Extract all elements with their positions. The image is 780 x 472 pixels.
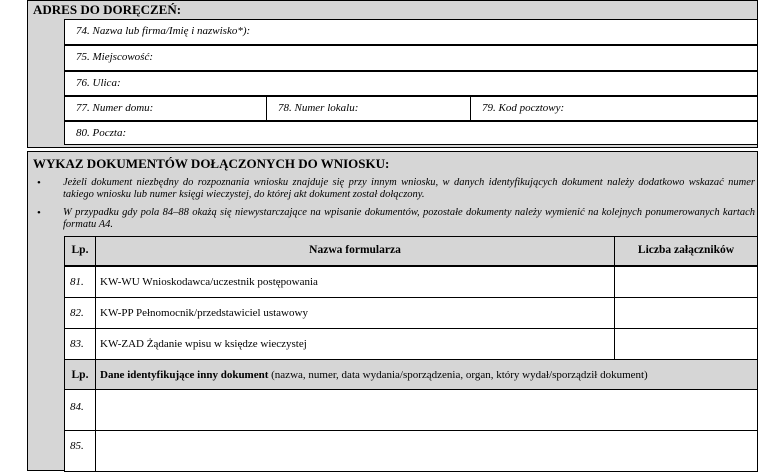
street-field-label: 76. Ulica:	[76, 77, 121, 89]
bullet-dot: •	[37, 207, 41, 219]
row-attachments-input[interactable]	[614, 297, 758, 329]
other-document-input[interactable]	[95, 430, 758, 472]
row-form-name-text: KW-ZAD Żądanie wpisu w księdze wieczystej	[100, 338, 307, 350]
other-header-bold: Dane identyfikujące inny dokument	[100, 369, 269, 381]
address-section-title: ADRES DO DORĘCZEŃ:	[33, 2, 182, 17]
post-office-field[interactable]	[64, 121, 758, 145]
bullet-1	[33, 177, 755, 201]
other-header-rest: (nazwa, numer, data wydania/sporządzenia, organ, który wydał/sporządził dokument)	[268, 369, 648, 381]
table-header-form-name-text: Nazwa formularza	[309, 244, 401, 256]
bullet-1-text: Jeżeli dokument niezbędny do rozpoznania wniosku znajduje się przy innym wniosku, w danych identyfikujących dokument należy dodatkowo wskazać numer takiego wniosku lub numer księgi wieczystej, do której akt dokument został dołączony.	[63, 177, 755, 200]
street-field[interactable]	[64, 71, 758, 96]
row-number: 84.	[70, 401, 84, 413]
row-attachments-input[interactable]	[614, 328, 758, 360]
row-number: 83.	[70, 338, 84, 350]
bullet-dot: •	[37, 177, 41, 189]
row-number: 85.	[70, 440, 84, 452]
row-number: 82.	[70, 307, 84, 319]
row-form-name-text: KW-WU Wnioskodawca/uczestnik postępowania	[100, 276, 318, 288]
documents-section-title: WYKAZ DOKUMENTÓW DOŁĄCZONYCH DO WNIOSKU:	[33, 156, 390, 171]
other-document-input[interactable]	[95, 389, 758, 431]
house-number-label: 77. Numer domu:	[76, 102, 154, 114]
row-number: 81.	[70, 276, 84, 288]
row-form-name-text: KW-PP Pełnomocnik/przedstawiciel ustawowy	[100, 307, 308, 319]
city-field[interactable]	[64, 45, 758, 71]
bullet-2	[33, 207, 755, 231]
postal-code-label: 79. Kod pocztowy:	[482, 102, 565, 114]
other-header-desc-text	[100, 369, 648, 381]
city-field-label: 75. Miejscowość:	[76, 51, 153, 63]
name-field-label: 74. Nazwa lub firma/Imię i nazwisko*):	[76, 25, 251, 37]
post-office-label: 80. Poczta:	[76, 127, 127, 139]
table-header-lp-text: Lp.	[71, 244, 89, 256]
row-attachments-input[interactable]	[614, 266, 758, 298]
unit-number-label: 78. Numer lokalu:	[278, 102, 359, 114]
table-header-attachments-text: Liczba załączników	[637, 244, 735, 256]
bullet-2-text: W przypadku gdy pola 84–88 okażą się niewystarczające na wpisanie dokumentów, pozostałe dokumenty należy wymienić na kolejnych ponumerowanych kartach formatu A4.	[63, 207, 755, 230]
other-header-lp-text: Lp.	[71, 369, 89, 381]
